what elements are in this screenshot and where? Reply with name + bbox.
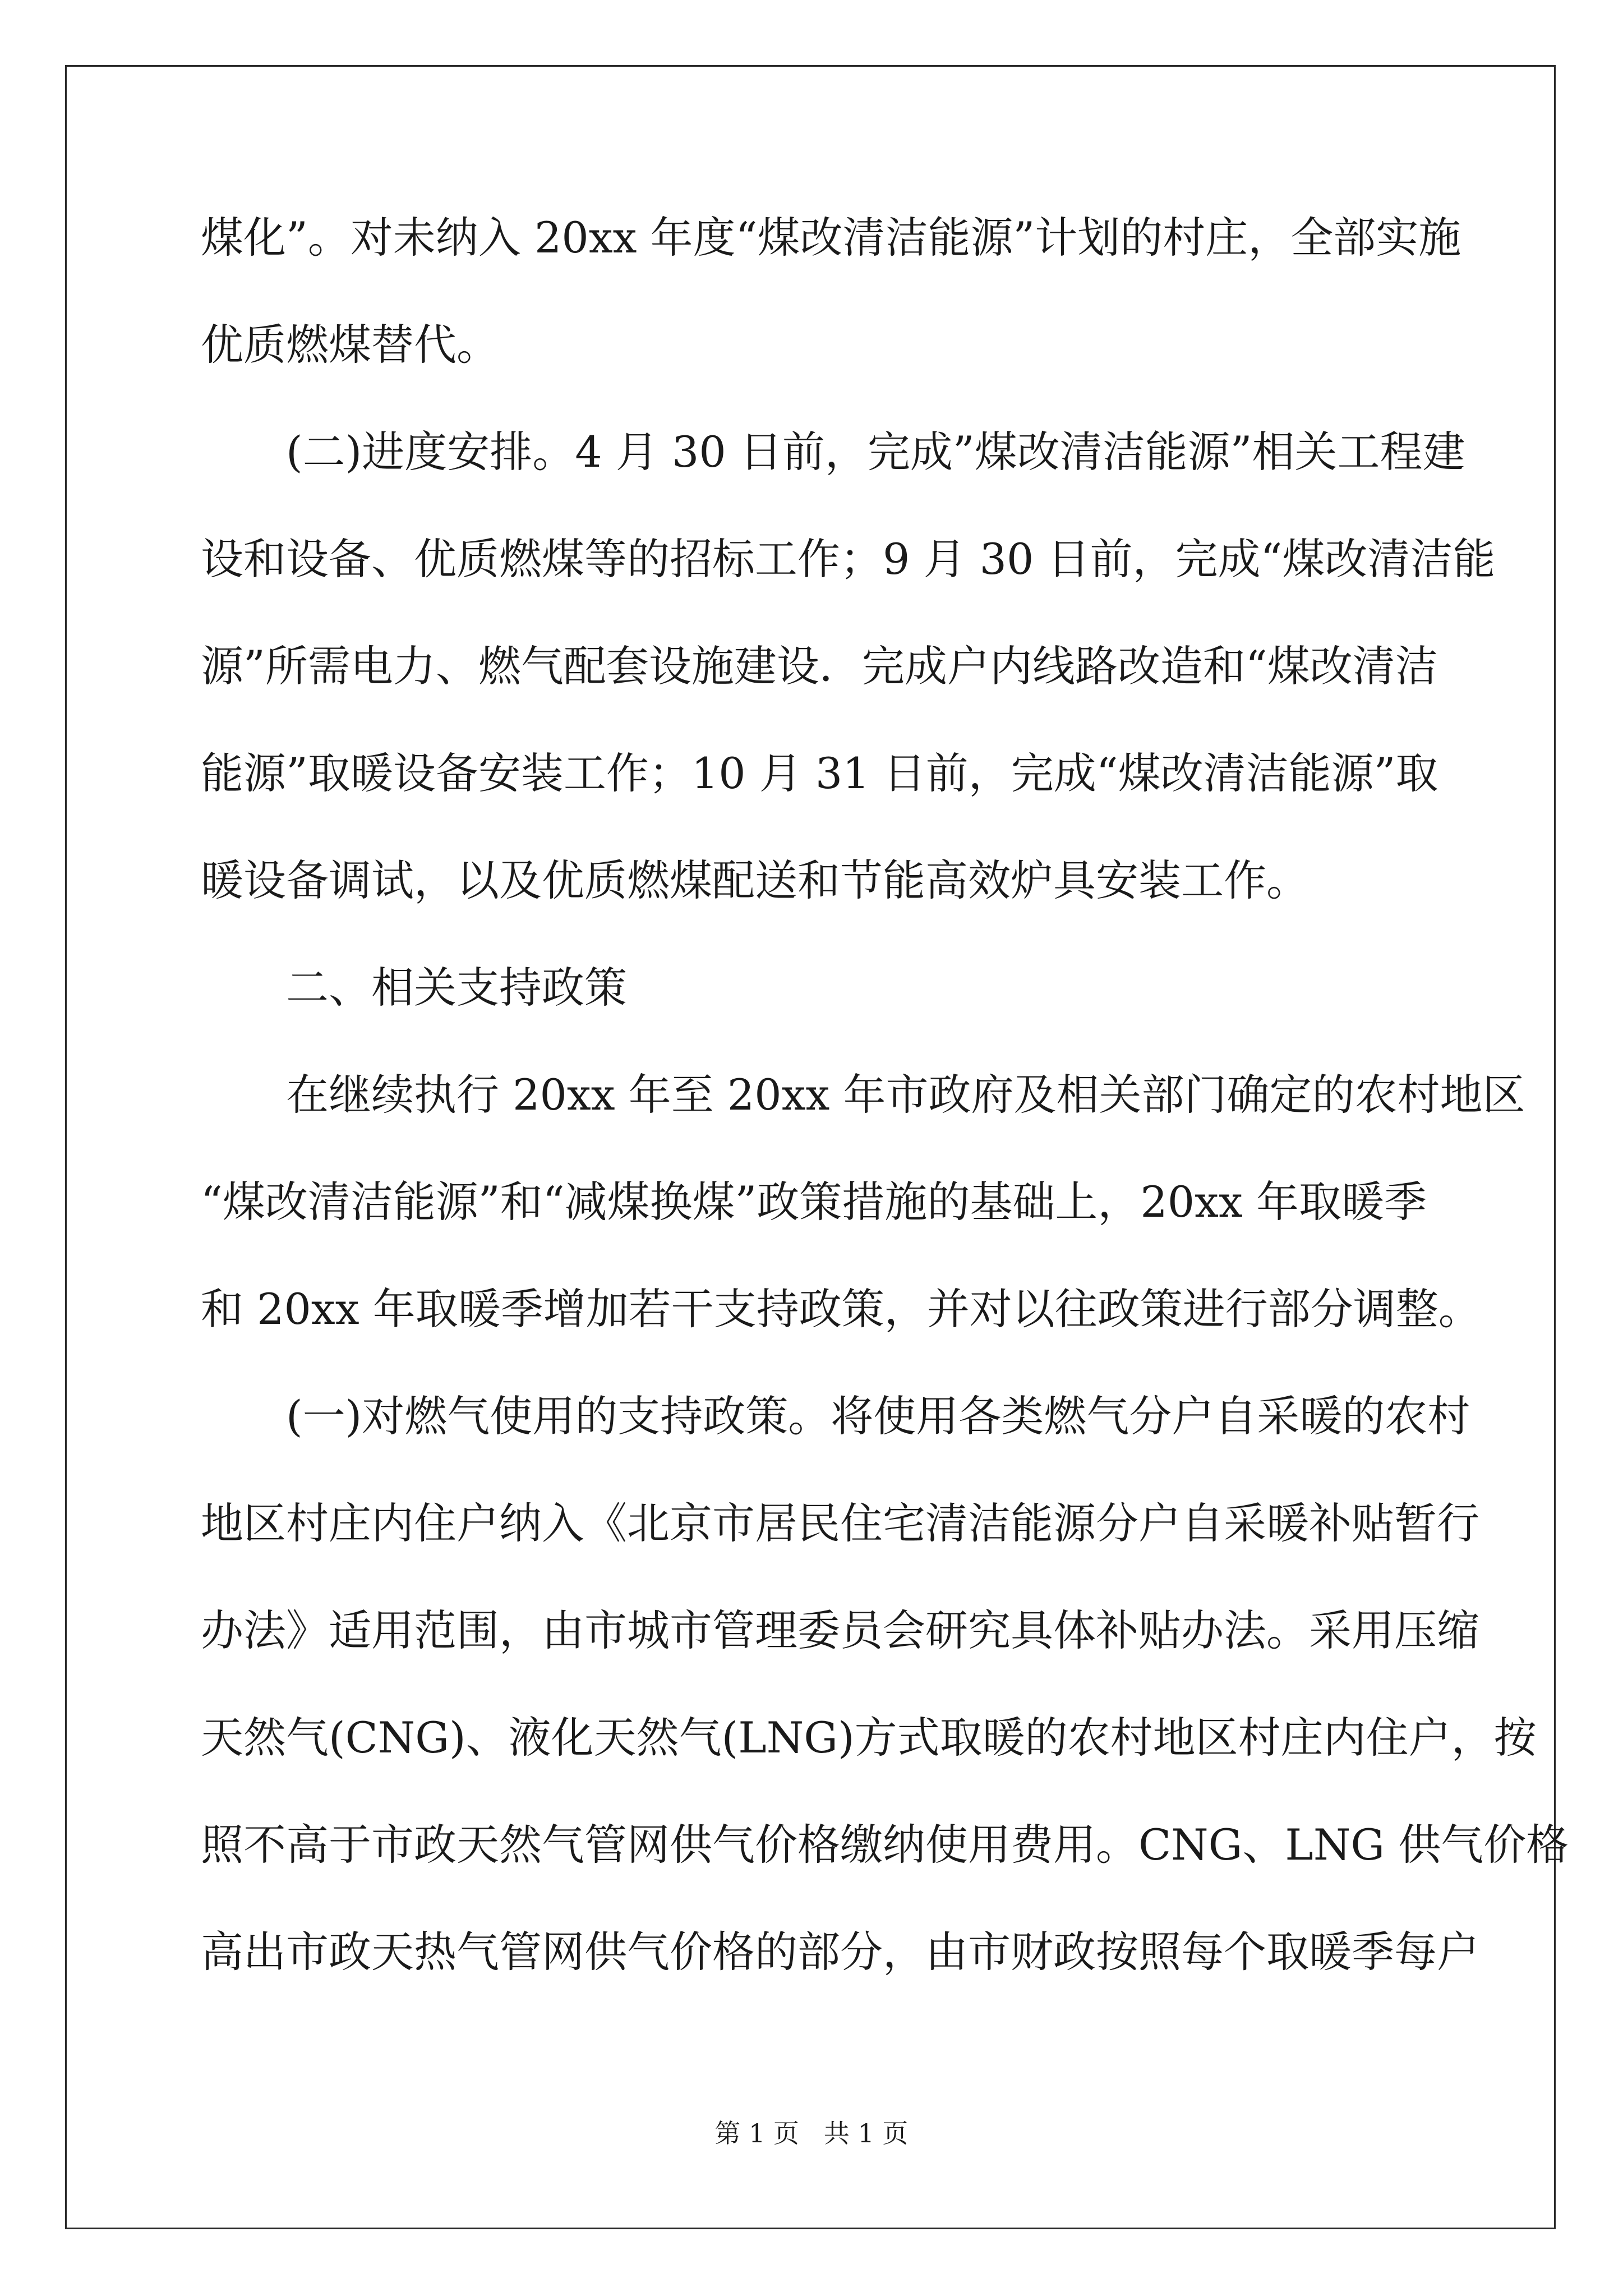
text-line: 二、相关支持政策 [286, 963, 627, 1013]
text-line: 能源”取暖设备安装工作；10 月 31 日前，完成“煤改清洁能源”取 [201, 748, 1438, 798]
document-body [201, 211, 1569, 1979]
text-line: 设和设备、优质燃煤等的招标工作；9 月 30 日前，完成“煤改清洁能 [201, 534, 1496, 584]
paragraph [201, 211, 1461, 372]
section-heading [201, 961, 1423, 1015]
text-line: (二)进度安排。4 月 30 日前，完成”煤改清洁能源”相关工程建 [286, 427, 1465, 477]
text-line: 天然气(CNG)、液化天然气(LNG)方式取暖的农村地区村庄内住户，按 [201, 1713, 1537, 1763]
text-line: 地区村庄内住户纳入《北京市居民住宅清洁能源分户自采暖补贴暂行 [201, 1498, 1479, 1548]
text-line: “煤改清洁能源”和“减煤换煤”政策措施的基础上，20xx 年取暖季 [201, 1177, 1427, 1227]
page-number-footer: 第 1 页 共 1 页 [714, 2118, 909, 2148]
text-line: 暖设备调试，以及优质燃煤配送和节能高效炉具安装工作。 [201, 855, 1309, 905]
paragraph [201, 1068, 1525, 1336]
text-line: 照不高于市政天然气管网供气价格缴纳使用费用。CNG、LNG 供气价格 [201, 1820, 1569, 1870]
text-line: 高出市政天热气管网供气价格的部分，由市财政按照每个取暖季每户 [201, 1927, 1479, 1977]
paragraph [201, 425, 1496, 908]
text-line: 在继续执行 20xx 年至 20xx 年市政府及相关部门确定的农村地区 [286, 1070, 1525, 1120]
text-line: (一)对燃气使用的支持政策。将使用各类燃气分户自采暖的农村 [286, 1391, 1470, 1441]
text-line: 优质燃煤替代。 [201, 320, 499, 370]
text-line: 办法》适用范围，由市城市管理委员会研究具体补贴办法。采用压缩 [201, 1605, 1479, 1655]
paragraph [201, 1389, 1569, 1979]
text-line: 和 20xx 年取暖季增加若干支持政策，并对以往政策进行部分调整。 [201, 1284, 1481, 1334]
text-line: 煤化”。对未纳入 20xx 年度“煤改清洁能源”计划的村庄，全部实施 [201, 213, 1461, 263]
text-line: 源”所需电力、燃气配套设施建设．完成户内线路改造和“煤改清洁 [201, 641, 1438, 691]
